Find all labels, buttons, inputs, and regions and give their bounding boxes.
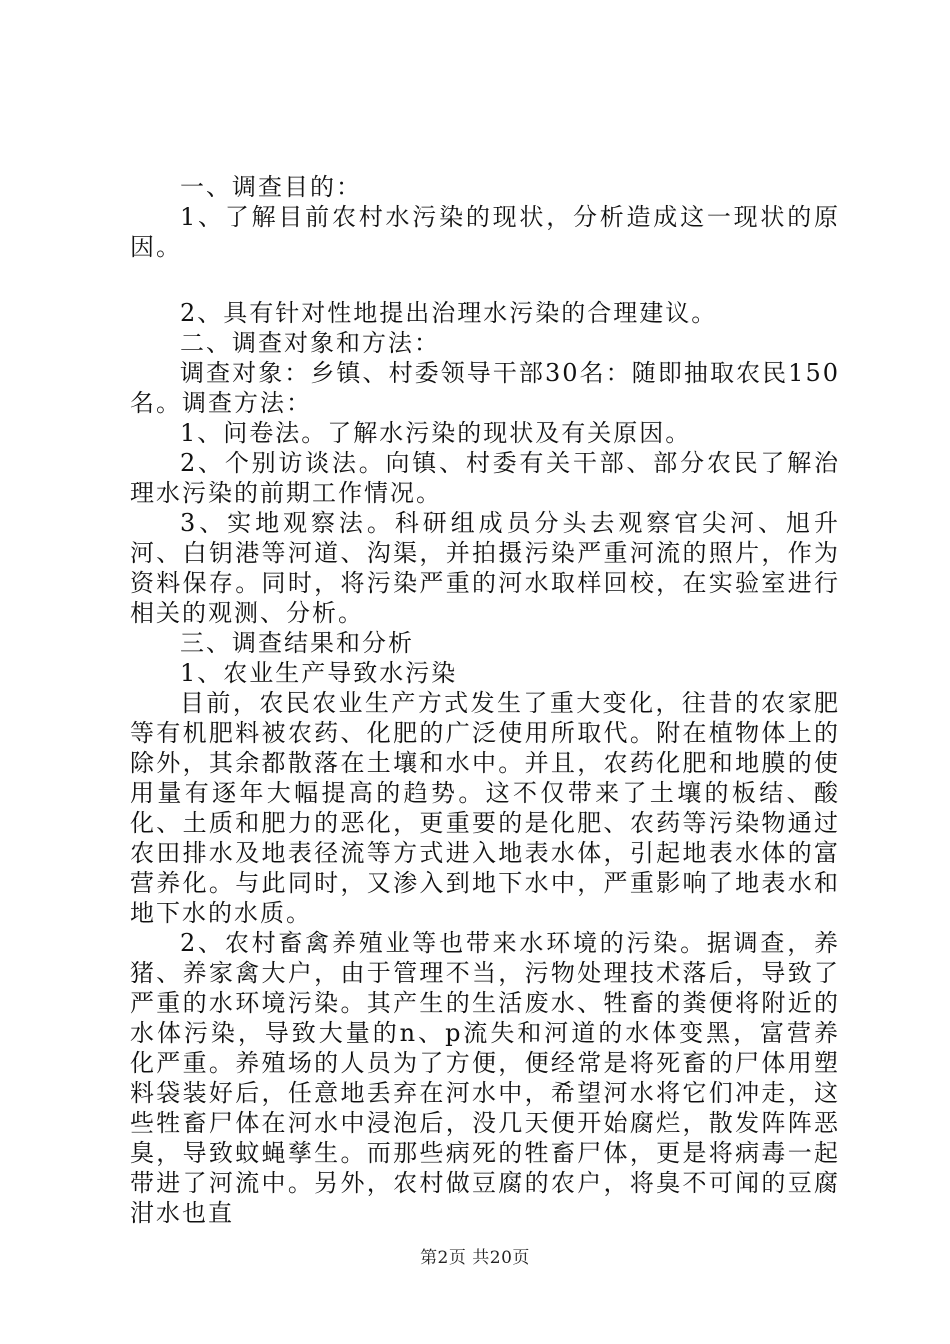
paragraph-survey-subjects: 调查对象：乡镇、村委领导干部30名：随即抽取农民150名。调查方法：: [130, 359, 840, 417]
heading-survey-subjects-methods: 二、调查对象和方法：: [180, 329, 440, 357]
heading-results-analysis: 三、调查结果和分析: [180, 629, 414, 657]
paragraph-livestock-pollution: 2、农村畜禽养殖业等也带来水环境的污染。据调查，养猪、养家禽大户，由于管理不当，污物处理技术落后，导致了严重的水环境污染。其产生的生活废水、牲畜的粪便将附近的水体污染，导致大量的n、p流失和河道的水体变黑，富营养化严重。养殖场的人员为了方便，便经常是将死畜的尸体用塑料袋装好后，任意地丢弃在河水中，希望河水将它们冲走，这些牲畜尸体在河水中浸泡后，没几天便开始腐烂，散发阵阵恶臭，导致蚊蝇孳生。而那些病死的牲畜尸体，更是将病毒一起带进了河流中。另外，农村做豆腐的农户，将臭不可闻的豆腐泔水也直: [130, 929, 840, 1227]
page-number-footer: 第2页 共20页: [420, 1248, 530, 1268]
paragraph-method-interview: 2、个别访谈法。向镇、村委有关干部、部分农民了解治理水污染的前期工作情况。: [130, 449, 840, 507]
subheading-agriculture-pollution: 1、农业生产导致水污染: [180, 659, 458, 687]
paragraph-agriculture-pollution: 目前，农民农业生产方式发生了重大变化，往昔的农家肥等有机肥料被农药、化肥的广泛使用所取代。附在植物体上的除外，其余都散落在土壤和水中。并且，农药化肥和地膜的使用量有逐年大幅提高的趋势。这不仅带来了土壤的板结、酸化、土质和肥力的恶化，更重要的是化肥、农药等污染物通过农田排水及地表径流等方式进入地表水体，引起地表水体的富营养化。与此同时，又渗入到地下水中，严重影响了地表水和地下水的水质。: [130, 689, 840, 927]
paragraph-purpose-2: 2、具有针对性地提出治理水污染的合理建议。: [180, 299, 718, 327]
document-body: [130, 172, 840, 1228]
paragraph-purpose-1: 1、了解目前农村水污染的现状，分析造成这一现状的原因。: [130, 203, 840, 261]
paragraph-method-field-observation: 3、实地观察法。科研组成员分头去观察官尖河、旭升河、白钥港等河道、沟渠，并拍摄污染严重河流的照片，作为资料保存。同时，将污染严重的河水取样回校，在实验室进行相关的观测、分析。: [130, 509, 840, 627]
paragraph-method-questionnaire: 1、问卷法。了解水污染的现状及有关原因。: [180, 419, 692, 447]
heading-survey-purpose: 一、调查目的：: [180, 173, 362, 201]
